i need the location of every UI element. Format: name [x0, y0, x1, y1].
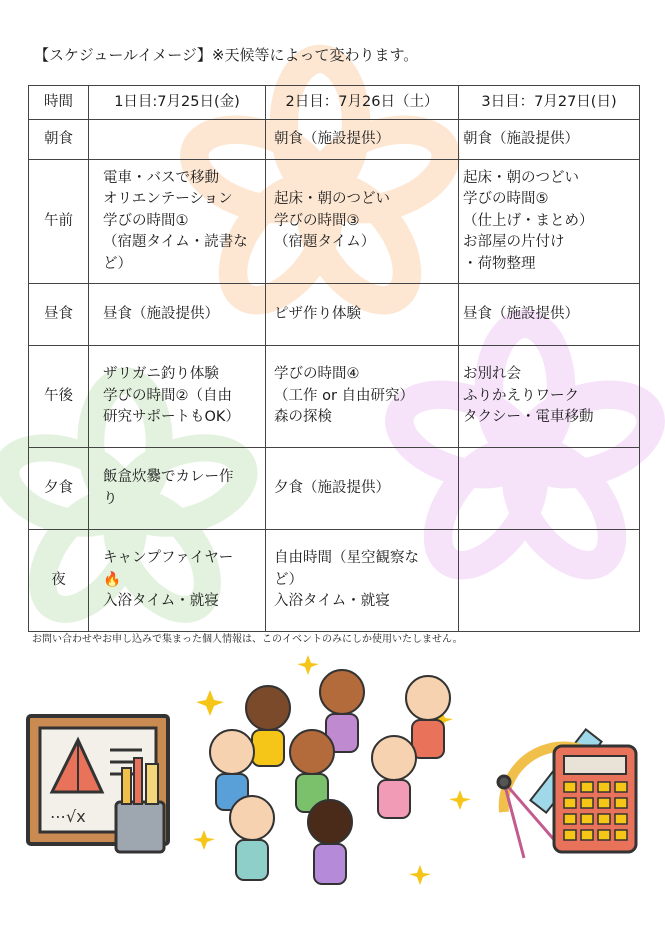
- schedule-item: お部屋の片付け: [463, 234, 565, 251]
- schedule-item: （宿題タイム・読書な: [103, 234, 248, 251]
- schedule-item: ザリガニ釣り体験: [103, 366, 219, 383]
- schedule-item: オリエンテーション: [103, 191, 233, 208]
- header-day1: 1日目:7月25日(金): [89, 86, 266, 120]
- schedule-item: 学びの時間③: [274, 212, 360, 229]
- svg-text:⋯√x: ⋯√x: [50, 807, 86, 826]
- schedule-cell-day2: [266, 160, 459, 284]
- child-8: [308, 800, 352, 884]
- schedule-item: 学びの時間④: [274, 366, 360, 383]
- schedule-cell-day1: [89, 346, 266, 448]
- schedule-cell-day1: [89, 530, 266, 632]
- schedule-table: [28, 85, 640, 632]
- schedule-cell-day3: [459, 284, 640, 346]
- schedule-heading: 【スケジュールイメージ】※天候等によって変わります。: [34, 46, 419, 64]
- schedule-item: タクシー・電車移動: [463, 409, 594, 426]
- schedule-cell-day1: [89, 160, 266, 284]
- time-slot-label: 昼食: [29, 284, 89, 346]
- time-slot-label: 夜: [29, 530, 89, 632]
- schedule-cell-day3: [459, 346, 640, 448]
- schedule-item: 夕食（施設提供）: [274, 479, 390, 496]
- table-row: [29, 284, 640, 346]
- schedule-item: 🔥: [103, 571, 122, 588]
- schedule-cell-day1: [89, 448, 266, 530]
- jumping-children-illustration: [190, 650, 480, 930]
- schedule-item: 入浴タイム・就寝: [274, 593, 390, 610]
- schedule-item: 学びの時間⑤: [463, 191, 549, 208]
- header-time: 時間: [29, 86, 89, 120]
- schedule-cell-day3: [459, 448, 640, 530]
- schedule-item: 研究サポートもOK）: [103, 409, 240, 426]
- schedule-item: 入浴タイム・就寝: [103, 593, 219, 610]
- schedule-cell-day2: [266, 120, 459, 160]
- schedule-cell-day3: [459, 120, 640, 160]
- schedule-item: 電車・バスで移動: [103, 169, 219, 186]
- schedule-item: 昼食（施設提供）: [463, 305, 579, 322]
- schedule-cell-day3: [459, 160, 640, 284]
- header-day2: 2日目：7月26日（土）: [266, 86, 459, 120]
- schedule-cell-day2: [266, 284, 459, 346]
- schedule-item: （工作 or 自由研究）: [274, 387, 415, 404]
- child-6: [372, 736, 416, 818]
- schedule-item: ど）: [274, 571, 303, 588]
- schedule-cell-day1: [89, 284, 266, 346]
- schedule-cell-day2: [266, 448, 459, 530]
- time-slot-label: 午後: [29, 346, 89, 448]
- schedule-item: ど）: [103, 255, 132, 272]
- schedule-item: ピザ作り体験: [274, 305, 361, 322]
- schedule-body: [29, 120, 640, 632]
- table-row: [29, 448, 640, 530]
- schedule-item: り: [103, 490, 118, 507]
- table-row: [29, 346, 640, 448]
- schedule-item: ふりかえりワーク: [463, 387, 579, 404]
- time-slot-label: 朝食: [29, 120, 89, 160]
- table-row: [29, 120, 640, 160]
- schedule-item: 起床・朝のつどい: [274, 191, 390, 208]
- time-slot-label: 夕食: [29, 448, 89, 530]
- schedule-item: 学びの時間②（自由: [103, 387, 232, 404]
- header-day3: 3日目：7月27日(日): [459, 86, 640, 120]
- schedule-item: 朝食（施設提供）: [274, 130, 390, 147]
- schedule-cell-day3: [459, 530, 640, 632]
- table-row: [29, 530, 640, 632]
- math-board-illustration: [24, 710, 184, 860]
- privacy-footnote: お問い合わせやお申し込みで集まった個人情報は、このイベントのみにしか使用いたしません。: [32, 634, 463, 645]
- schedule-item: （仕上げ・まとめ）: [463, 212, 594, 229]
- schedule-item: キャンプファイヤー: [103, 550, 234, 567]
- schedule-item: ・荷物整理: [463, 255, 536, 272]
- schedule-item: 自由時間（星空観察な: [274, 550, 419, 567]
- table-row: [29, 160, 640, 284]
- schedule-cell-day2: [266, 530, 459, 632]
- schedule-item: 森の探検: [274, 409, 332, 426]
- schedule-item: 起床・朝のつどい: [463, 169, 579, 186]
- schedule-item: 昼食（施設提供）: [103, 305, 219, 322]
- table-header-row: [29, 86, 640, 120]
- time-slot-label: 午前: [29, 160, 89, 284]
- schedule-item: （宿題タイム）: [274, 234, 376, 251]
- calculator-tools-illustration: [484, 712, 644, 872]
- child-7: [230, 796, 274, 880]
- schedule-cell-day2: [266, 346, 459, 448]
- schedule-item: 飯盒炊爨でカレー作: [103, 469, 234, 485]
- schedule-item: 朝食（施設提供）: [463, 130, 579, 147]
- schedule-item: お別れ会: [463, 366, 521, 383]
- schedule-item: 学びの時間①: [103, 212, 189, 229]
- schedule-cell-day1: [89, 120, 266, 160]
